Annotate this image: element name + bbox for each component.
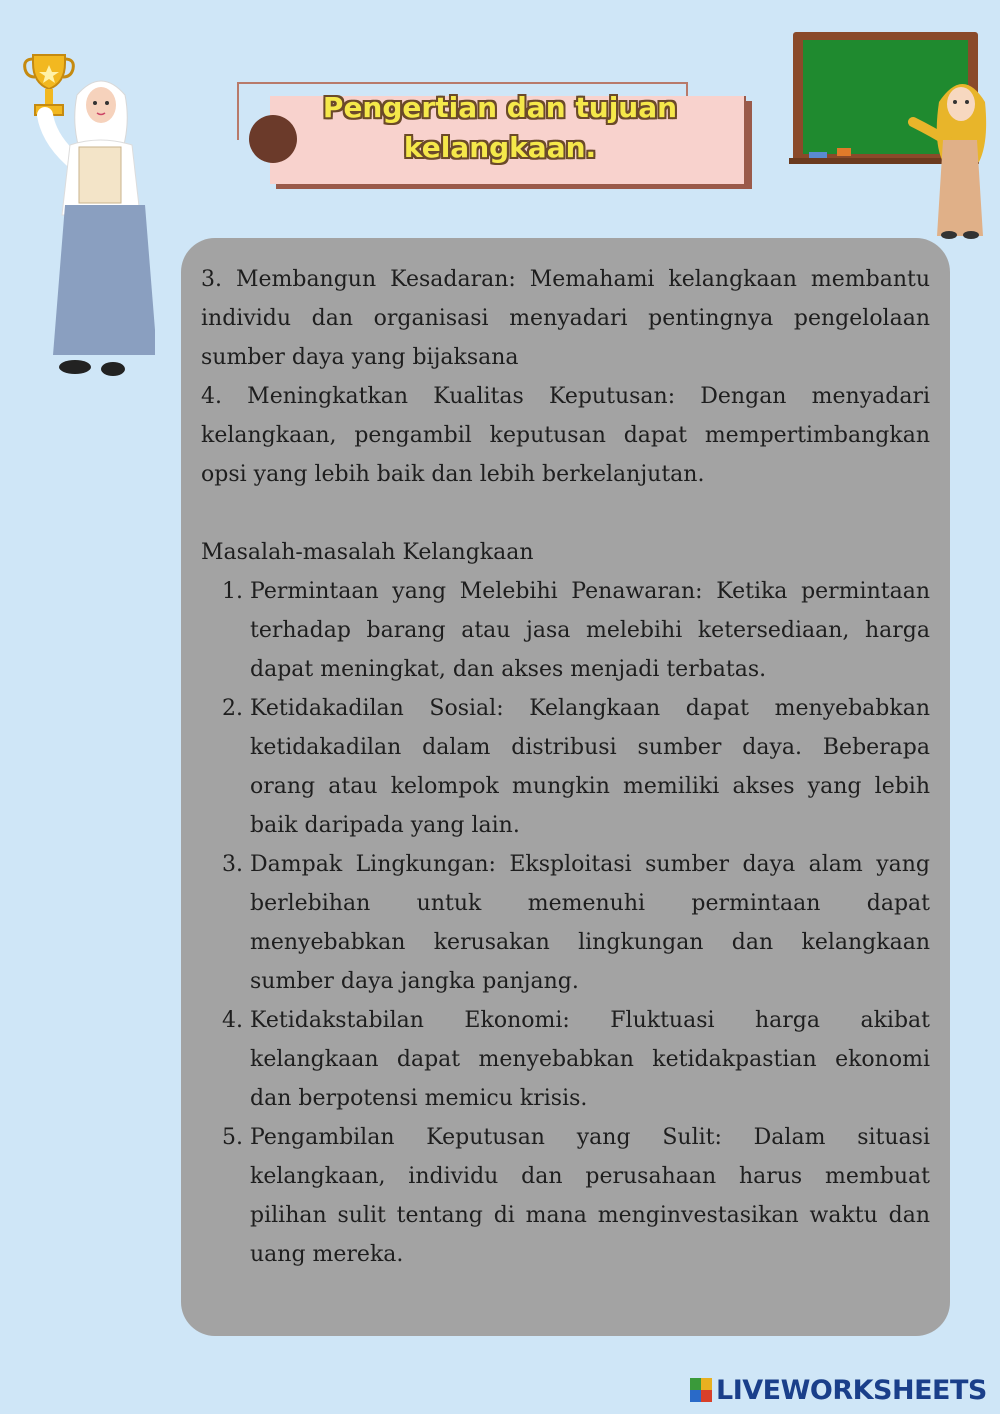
teacher-with-chalkboard-illustration bbox=[787, 30, 992, 240]
issues-list bbox=[201, 572, 930, 1274]
trophy-icon bbox=[25, 55, 74, 115]
student-with-trophy-illustration bbox=[15, 45, 155, 385]
list-item: 1. Permintaan yang Melebihi Penawaran: Ketika permintaan terhadap barang atau jasa melebihi ketersediaan, harga dapat meningkat, dan akses menjadi terbatas. bbox=[250, 572, 930, 689]
list-item: 3. Dampak Lingkungan: Eksploitasi sumber daya alam yang berlebihan untuk memenuhi permintaan dapat menyebabkan kerusakan lingkungan dan kelangkaan sumber daya jangka panjang. bbox=[250, 845, 930, 1001]
page-title-line1: Pengertian dan tujuan bbox=[322, 91, 678, 124]
title-bullet-dot bbox=[249, 115, 297, 163]
liveworksheets-logo-text: LIVEWORKSHEETS bbox=[716, 1374, 987, 1406]
spacer bbox=[201, 494, 930, 533]
page-title bbox=[320, 88, 680, 168]
section-heading: Masalah-masalah Kelangkaan bbox=[201, 540, 534, 565]
liveworksheets-logo-icon bbox=[690, 1378, 712, 1402]
list-item: 2. Ketidakadilan Sosial: Kelangkaan dapat menyebabkan ketidakadilan dalam distribusi sumber daya. Beberapa orang atau kelompok mungkin memiliki akses yang lebih baik daripada yang lain. bbox=[250, 689, 930, 845]
list-item: 4. Ketidakstabilan Ekonomi: Fluktuasi harga akibat kelangkaan dapat menyebabkan ketidakpastian ekonomi dan berpotensi memicu krisis. bbox=[250, 1001, 930, 1118]
liveworksheets-logo[interactable] bbox=[690, 1373, 987, 1407]
paragraph-membangun-kesadaran: 3. Membangun Kesadaran: Memahami kelangkaan membantu individu dan organisasi menyadari pentingnya pengelolaan sumber daya yang bijaksana bbox=[201, 267, 930, 370]
content-text bbox=[201, 260, 930, 1274]
paragraph-meningkatkan-kualitas: 4. Meningkatkan Kualitas Keputusan: Dengan menyadari kelangkaan, pengambil keputusan dapat mempertimbangkan opsi yang lebih baik dan lebih berkelanjutan. bbox=[201, 384, 930, 487]
content-panel bbox=[181, 238, 950, 1336]
list-item: 5. Pengambilan Keputusan yang Sulit: Dalam situasi kelangkaan, individu dan perusahaan harus membuat pilihan sulit tentang di mana menginvestasikan waktu dan uang mereka. bbox=[250, 1118, 930, 1274]
page-title-line2: kelangkaan. bbox=[403, 131, 597, 164]
